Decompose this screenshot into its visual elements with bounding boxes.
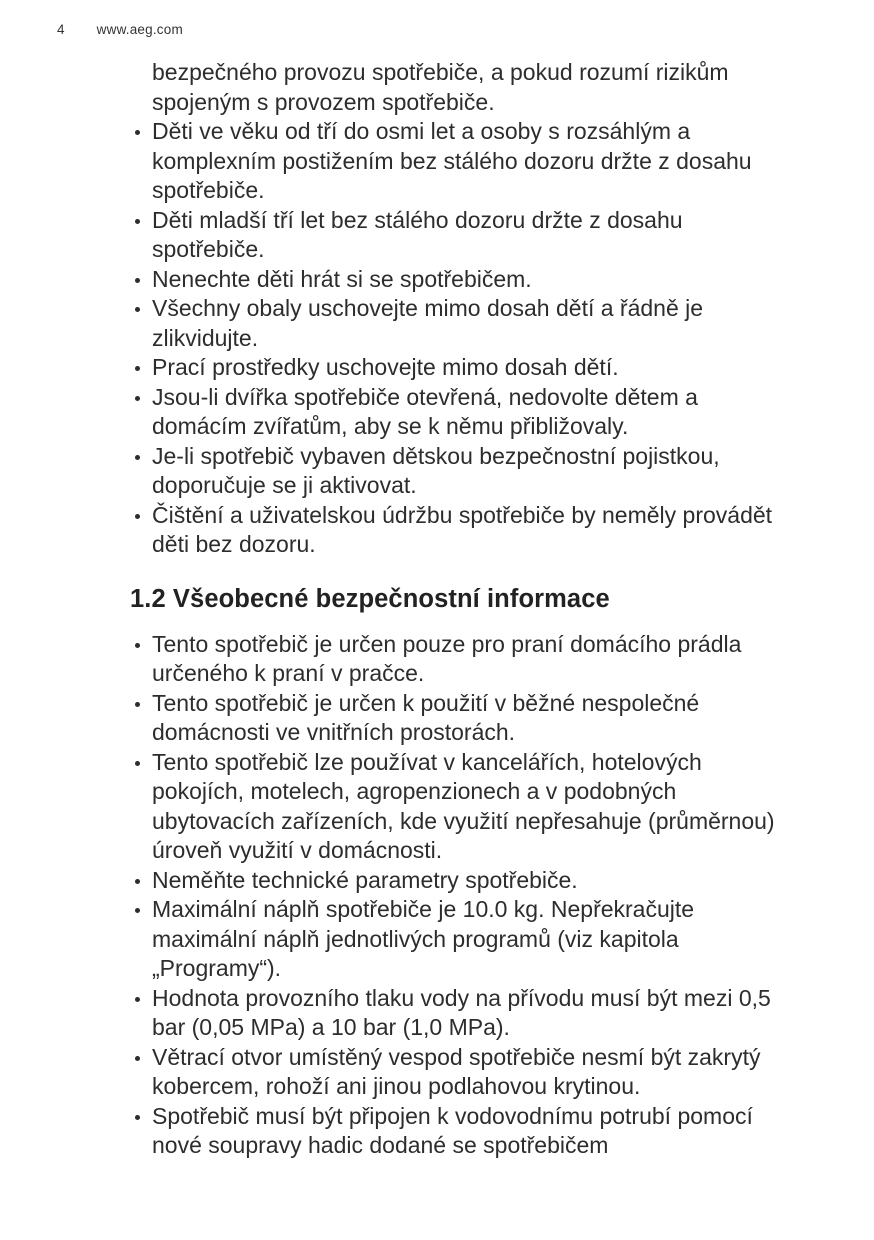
list-item: Maximální náplň spotřebiče je 10.0 kg. Nepřekračujte maximální náplň jednotlivých programů (viz kapitola „Programy“). [130, 895, 792, 984]
list-item: Děti mladší tří let bez stálého dozoru držte z dosahu spotřebiče. [130, 206, 792, 265]
list-item: Tento spotřebič je určen k použití v běžné nespolečné domácnosti ve vnitřních prostorách. [130, 689, 792, 748]
list-item: Čištění a uživatelskou údržbu spotřebiče by neměly provádět děti bez dozoru. [130, 501, 792, 560]
list-item: Jsou-li dvířka spotřebiče otevřená, nedovolte dětem a domácím zvířatům, aby se k němu přibližovaly. [130, 383, 792, 442]
list-item: Tento spotřebič lze používat v kancelářích, hotelových pokojích, motelech, agropenzionech a v podobných ubytovacích zařízeních, kde využití nepřesahuje (průměrnou) úroveň využití v domácnosti. [130, 748, 792, 866]
list-item: Hodnota provozního tlaku vody na přívodu musí být mezi 0,5 bar (0,05 MPa) a 10 bar (1,0 MPa). [130, 984, 792, 1043]
bullet-list-child-safety [130, 117, 792, 560]
page-header [57, 22, 183, 37]
list-item: Větrací otvor umístěný vespod spotřebiče nesmí být zakrytý kobercem, rohoží ani jinou podlahovou krytinou. [130, 1043, 792, 1102]
paragraph-continuation: bezpečného provozu spotřebiče, a pokud rozumí rizikům spojeným s provozem spotřebiče. [152, 59, 729, 115]
list-item: Děti ve věku od tří do osmi let a osoby s rozsáhlým a komplexním postižením bez stálého dozoru držte z dosahu spotřebiče. [130, 117, 792, 206]
page-number: 4 [57, 22, 65, 37]
site-url: www.aeg.com [96, 22, 183, 37]
list-item: Tento spotřebič je určen pouze pro praní domácího prádla určeného k praní v pračce. [130, 630, 792, 689]
list-item: Spotřebič musí být připojen k vodovodnímu potrubí pomocí nové soupravy hadic dodané se spotřebičem [130, 1102, 792, 1161]
page-content [130, 58, 792, 1161]
section-heading: 1.2 Všeobecné bezpečnostní informace [130, 584, 610, 613]
list-item: Prací prostředky uschovejte mimo dosah dětí. [130, 353, 792, 383]
list-item: Neměňte technické parametry spotřebiče. [130, 866, 792, 896]
list-item: Všechny obaly uschovejte mimo dosah dětí a řádně je zlikvidujte. [130, 294, 792, 353]
bullet-list-general-safety [130, 630, 792, 1161]
list-item: Nenechte děti hrát si se spotřebičem. [130, 265, 792, 295]
list-item: Je-li spotřebič vybaven dětskou bezpečnostní pojistkou, doporučuje se ji aktivovat. [130, 442, 792, 501]
